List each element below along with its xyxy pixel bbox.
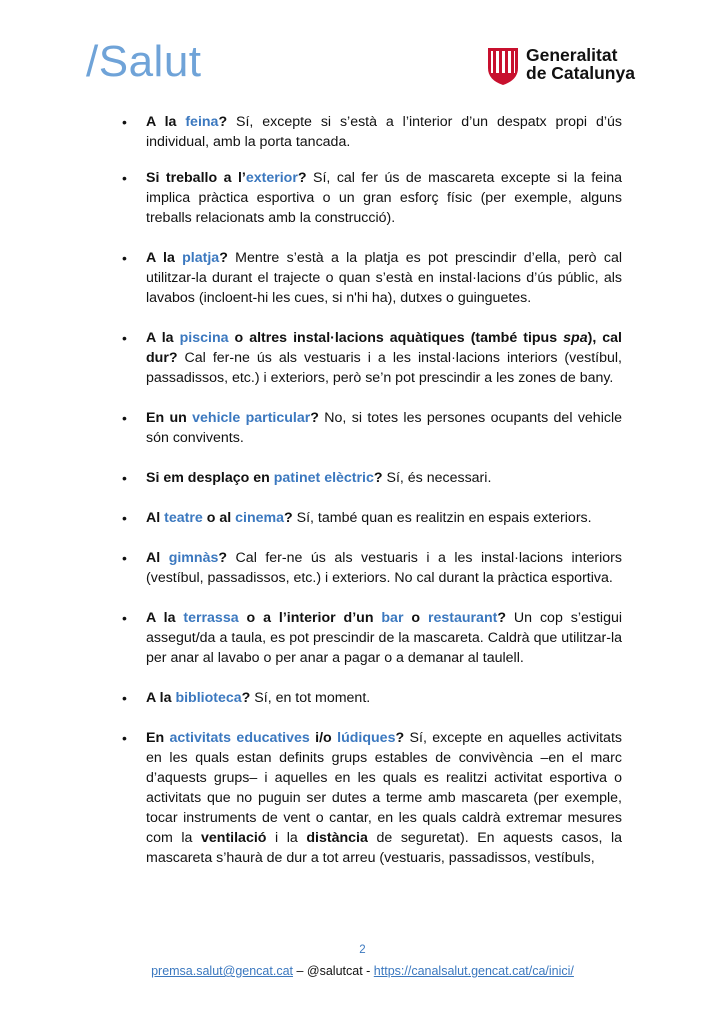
generalitat-logo [486,46,635,86]
item-text: de seguretat). En aquests casos, la mascareta s’haurà de dur a tot arreu (vestuaris, passadissos, vestíbuls, [146,830,623,866]
brand-title: /Salut [86,37,202,86]
item-text: o altres instal·lacions aquàtiques (també tipus [228,330,564,346]
highlight-keyword: gimnàs [168,550,219,566]
highlight-keyword: terrassa [183,610,239,626]
item-text: Si em desplaço en [146,470,274,486]
faq-item [118,688,622,708]
highlight-keyword: piscina [179,330,229,346]
item-text: Cal fer-ne ús als vestuaris i a les instal·lacions interiors (vestíbul, passadissos, etc.) i exteriors, però se’n pot prescindir a les zones de bany. [146,350,622,386]
item-text: Sí, és necessari. [382,470,492,486]
item-text: Mentre s’està a la platja es pot prescindir d’ella, però cal utilitzar-la durant el trajecte o quan s’està en instal·lacions d’ús públic, als lavabos (incloent-hi les cues, si n'hi ha), dutxes o guinguetes. [146,250,622,306]
website-link[interactable]: https://canalsalut.gencat.cat/ca/inici/ [373,964,574,978]
item-text: ), cal dur? [146,330,623,366]
item-text: A la [146,330,180,346]
item-text: spa [563,330,588,346]
item-text: ? [395,730,405,746]
item-text: ? [284,510,293,526]
item-text: En un [146,410,193,426]
bullet-icon: • [122,250,127,266]
item-text: o a l’interior d’un [238,610,382,626]
highlight-keyword: patinet elèctric [273,470,374,486]
faq-item [118,548,622,588]
faq-item [118,328,622,388]
item-text: ? [310,410,319,426]
faq-item [118,468,622,488]
footer-separator: – @salutcat - [293,964,374,978]
bullet-icon: • [122,730,127,746]
bullet-icon: • [122,550,127,566]
faq-item [118,112,622,152]
item-text: Sí, també quan es realitzin en espais exteriors. [292,510,592,526]
highlight-keyword: platja [182,250,220,266]
faq-item [118,508,622,528]
item-text: ? [373,470,383,486]
faq-item [118,608,622,668]
faq-item [118,408,622,448]
highlight-keyword: vehicle particular [192,410,311,426]
item-text: Al [146,510,165,526]
bullet-icon: • [122,690,127,706]
item-text: Sí, excepte si s’està a l’interior d’un despatx propi d’ús individual, amb la porta tancada. [146,114,622,150]
item-text: A la [146,250,183,266]
faq-list [118,112,622,868]
highlight-keyword: cinema [235,510,285,526]
highlight-keyword: lúdiques [337,730,396,746]
item-text: o [403,610,428,626]
item-text: Al [146,550,169,566]
item-text: Sí, excepte en aquelles activitats en les quals estan definits grups estables de convivència –en el marc d’aquests grups– i aquelles en les quals es realitzi activitat esportiva o activitats que no puguin ser dutes a terme amb mascareta (per exemple, tocar instruments de vent o cantar, en les quals caldrà extremar mesures com la [146,730,622,846]
item-text: ? [241,690,251,706]
item-text: ? [218,550,228,566]
item-text: A la [146,114,186,130]
bullet-icon: • [122,170,127,186]
bullet-icon: • [122,330,127,346]
item-text: i la [266,830,307,846]
bullet-icon: • [122,510,127,526]
highlight-keyword: bar [381,610,404,626]
logo-line-2: de Catalunya [526,63,635,83]
item-text: A la [146,610,184,626]
highlight-keyword: feina [185,114,219,130]
item-text: ? [297,170,307,186]
highlight-keyword: exterior [245,170,298,186]
item-text: ? [219,250,228,266]
item-text: Si treballo a l’ [146,170,246,186]
item-text: ? [218,114,228,130]
footer-contact [0,964,725,978]
generalitat-emblem-icon [486,46,520,86]
highlight-keyword: teatre [164,510,203,526]
item-text: No, si totes les persones ocupants del vehicle són convivents. [146,410,622,446]
item-text: Sí, cal fer ús de mascareta excepte si la feina implica pràctica esportiva o un gran esforç físic (per exemple, alguns treballs relacionats amb la construcció). [146,170,622,226]
item-text: i/o [309,730,338,746]
bullet-icon: • [122,470,127,486]
email-link[interactable]: premsa.salut@gencat.cat [151,964,294,978]
bullet-icon: • [122,610,127,626]
item-text: Cal fer-ne ús als vestuaris i a les instal·lacions interiors (vestíbul, passadissos, etc.) i exteriors. No cal durant la pràctica esportiva. [146,550,622,586]
highlight-keyword: biblioteca [175,690,242,706]
faq-item [118,168,622,228]
highlight-keyword: restaurant [427,610,498,626]
faq-item [118,728,622,868]
highlight-keyword: activitats educatives [169,730,310,746]
faq-item [118,248,622,308]
bullet-icon: • [122,410,127,426]
bullet-icon: • [122,114,127,130]
item-text: Sí, en tot moment. [250,690,371,706]
item-text: ventilació [201,830,267,846]
item-text: ? [497,610,507,626]
item-text: distància [306,830,368,846]
page-number: 2 [359,944,366,956]
item-text: Un cop s’estigui assegut/da a taula, es pot prescindir de la mascareta. Caldrà que utilitzar-la per anar al lavabo o per anar a pagar o a demanar al taulell. [146,610,622,666]
item-text: o al [202,510,236,526]
logo-line-1: Generalitat [526,45,618,65]
item-text: A la [146,690,176,706]
item-text: En [146,730,170,746]
